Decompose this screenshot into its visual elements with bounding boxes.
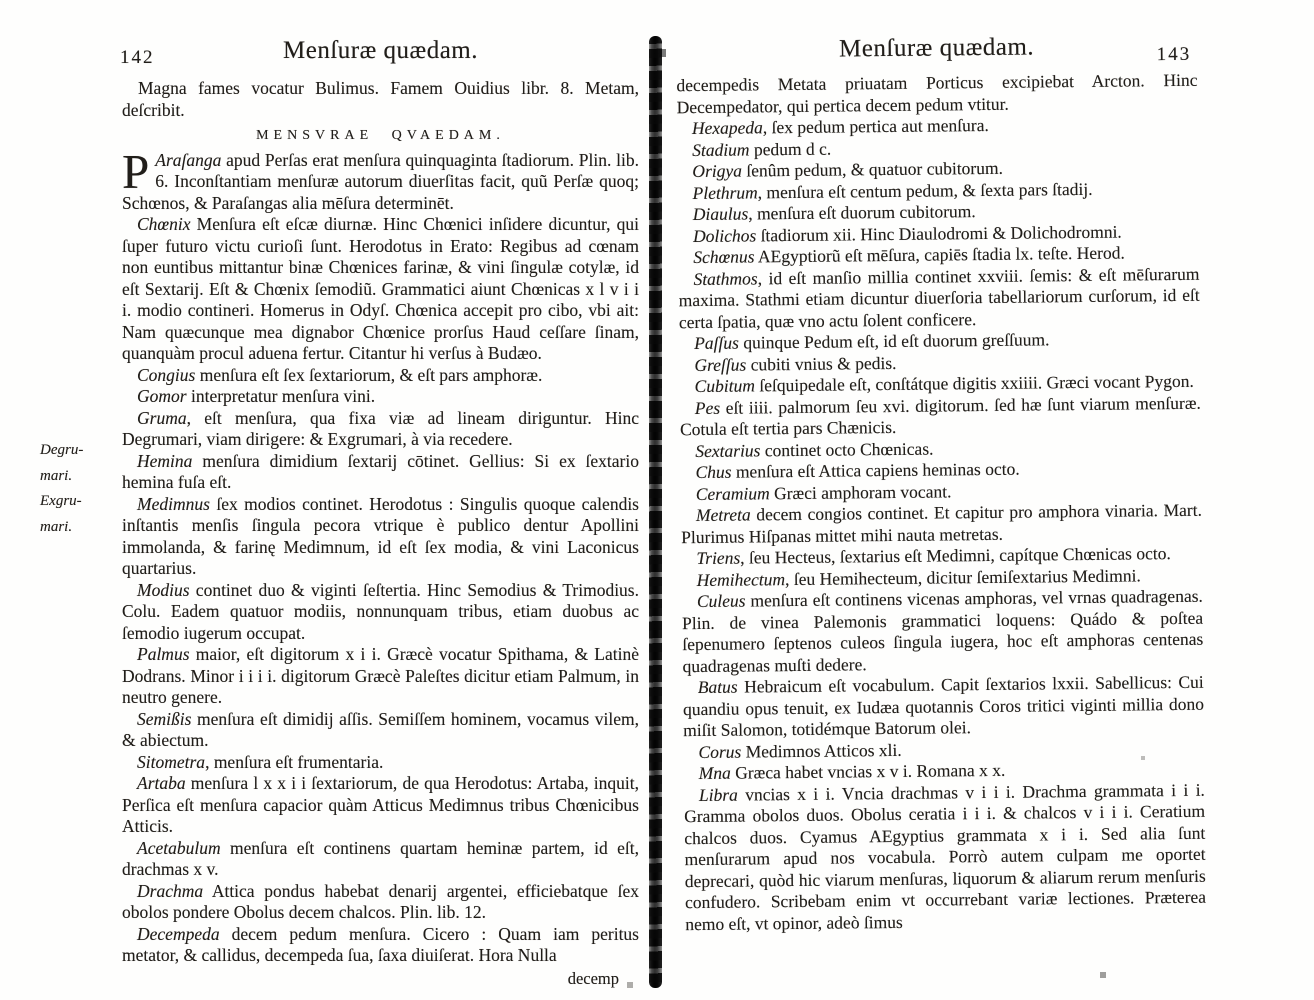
paragraph-keyword: Gruma [137,407,187,428]
paragraph-text: ſeſquipedale eſt, conſtátque digitis xxiiii. Græci vocant Pygon. [754,370,1194,396]
paragraph-text: menſura l x x i i ſextariorum, de qua Herodotus: Artaba, inquit, Perſica eſt menſura capacior quàm Atticus Medimnus tribus Chœnicibus Atticis. [122,773,639,836]
paragraph-keyword: Artaba [137,773,186,793]
paragraph-keyword: Paſſus [694,332,740,354]
paragraph-text: decem pedum menſura. Cicero : Quam iam peritus metator, & callidus, decempeda ſua, ſaxa diuiſerat. Hora Nulla [122,923,639,965]
paragraph-text: Medimnos Atticos xli. [741,739,902,762]
paragraph-sitometra [122,752,639,774]
intro-paragraph: Magna fames vocatur Bulimus. Famem Ouidius libr. 8. Metam, deſcribit. [122,78,639,120]
paragraph-congius [122,365,639,387]
paragraph-batus [683,672,1205,742]
paragraph-text: menſura eſt continens quartam heminæ partem, id eſt, drachmas x v. [122,837,639,879]
paragraph-text: menſura eſt ſex ſextariorum, & eſt pars amphoræ. [195,364,543,385]
paragraph-text: decem congios continet. Et capitur pro amphora vinaria. Mart. Plurimus Hiſpanas mittet mihi nauta metretas. [681,499,1203,547]
paragraph-gruma [122,408,639,451]
paragraph-keyword: Culeus [696,590,746,612]
paragraph-keyword: Dolichos [692,224,757,246]
paragraph-keyword: Drachma [137,880,204,901]
paragraph-keyword: Hexapeda [691,117,763,139]
paragraph-hemina [122,451,639,494]
paragraph-text: Græci amphoram vocant. [769,480,952,503]
catchword: decemp [567,968,619,988]
paragraph-text: maior, eſt digitorum x i i. Græcè vocatur Spithama, & Latinè Dodrans. Minor i i i i. digitorum Græcè Paleſtes dicitur etiam Palmum, in neutro genere. [122,644,639,707]
paragraph-text: , eſt menſura, qua fixa viæ ad lineam diriguntur. Hinc Degrumari, viam dirigere: & Exgrumari, à via recedere. [122,407,639,449]
paragraph-keyword: Congius [137,364,196,385]
paragraph-keyword: Medimnus [137,493,210,514]
running-title-left: Menſuræ quædam. [283,37,478,64]
paragraph-keyword: Gomor [137,386,187,406]
paragraph-keyword: Libra [698,784,738,805]
section-heading: MENSVRAE QVAEDAM. [256,128,505,143]
page-number-left: 142 [120,47,155,68]
paragraph-text: , ſeu Hecteus, ſextarius eſt Medimni, capítque Chœnicas octo. [740,543,1171,568]
paragraph-keyword: Sextarius [695,439,761,461]
paragraph-text: eſt iiii. palmorum ſeu xvi. digitorum. ſed hæ ſunt viarum menſuræ. Cotula eſt tertia pars Chænicis. [679,392,1201,440]
paragraph-text: menſura eſt Attica capiens heminas octo. [731,458,1020,482]
paragraph-text: menſura eſt continens vicenas amphoras, vel vrnas quadragenas. Plin. de vinea Palemonis grammatici loquens: Quádo & poſtea ſepenumero ſeptenos culeos ſingula iugera, hoc eſt amphoras centenas quadragenas muſti dedere. [681,585,1204,676]
paragraph-text: decempedis Metata priuatam Porticus excipiebat Arcton. Hinc Decempedator, qui pertica decem pedum vtitur. [676,69,1198,117]
paragraph-keyword: Hemina [137,450,193,471]
margin-notes [40,438,118,540]
paragraph-stathmos [678,263,1200,333]
paragraph-keyword: Diaulus [692,203,749,225]
paragraph-text: AEgyptiorũ eſt mēſura, capiēs ſtadia lx. teſte. Herod. [754,242,1125,267]
paragraph-text: continet duo & viginti ſeſtertia. Hinc Semodius & Trimodius. Colu. Eadem quatuor modiis, nonnunquam tribus, etiam duobus ac ſemodio iugerum occupat. [122,579,639,643]
paragraph-keyword: Greſſus [694,353,747,375]
paragraph-text: ſenûm pedum, & quatuor cubitorum. [741,157,1004,181]
paragraph-gomor [122,386,639,408]
paragraph-keyword: Plethrum [692,181,758,203]
paragraph-text: , menſura eſt centum pedum, & ſexta pars ſtadij. [757,178,1093,202]
paragraph-keyword: Palmus [137,644,190,664]
paragraph-text: menſura dimidium ſextarij cōtinet. Gellius: Si ex ſextario hemina fuſa eſt. [122,450,639,492]
paragraph-drachma [122,881,639,924]
paragraph-keyword: Cubitum [694,375,756,397]
paragraph-keyword: Semißis [137,708,192,729]
paragraph-text: , menſura eſt frumentaria. [205,751,384,772]
page-number-right: 143 [1156,43,1192,66]
paragraph-text: interpretatur menſura vini. [186,386,376,406]
drop-cap-letter: P [122,143,150,199]
paragraph-text: Hebraicum eſt vocabulum. Capit ſextarios lxxii. Sabellicus: Cui quandiu opus tenuit, ex Iudæa quotannis Coros tritici viginti millia dono miſit Salomon, totidémque Batorum olei. [682,671,1205,741]
paragraph-keyword: Corus [698,741,742,762]
paragraph-keyword: Ceramium [695,482,770,504]
paragraph-keyword: Stathmos [693,267,758,289]
paragraph-medimnus [122,494,639,580]
page-142 [40,37,639,989]
paragraph-decempeda [122,924,639,967]
paragraph-keyword: Origya [692,160,743,182]
right-paragraph-list [676,70,1206,935]
paragraph-text: apud Perſas erat menſura quinquaginta ſtadiorum. Plin. lib. 6. Inconſtantiam menſuræ autorum diuerſitas facit, quũ Perſæ quoq; Schœnos, & Paraſangas alia mēſura determinēt. [122,149,639,213]
paragraph-keyword: Metreta [695,504,751,526]
paragraph-keyword: Araſanga [155,149,222,170]
paragraph-text: pedum d c. [749,138,832,159]
margin-note: mari. [40,467,73,484]
paragraph-keyword: Decempeda [137,923,220,944]
paragraph-keyword: Stadium [692,138,750,160]
paragraph-text: , ſeu Hemihecteum, dicitur ſemiſextarius Medimni. [784,564,1141,589]
paragraph-text: , menſura eſt duorum cubitorum. [748,201,976,224]
paragraph-keyword: Acetabulum [137,837,221,858]
paragraph-text: Menſura eſt eſcæ diurnæ. Hinc Chœnici inſidere dicuntur, qui ſuper futuro victu curioſi ſunt. Herodotus in Erato: Regibus ad cœnam non euntibus mittantur binæ Chœnices farinæ, & vini ſingulæ cotylæ, id eſt Sextarij. Eſt & Chœnix ſemodiũ. Grammatici aiunt Chœnicas x l v i i i. modio contineri. Homerus in Odyſ. Chœnica accepit pro cibo, vbi ait: Nam quæcunque mea dignabor Chœnice prorſus Haud ceſſare ſinam, quanquàm procul aduena fertur. Citantur hi verſus à Budæo. [122,214,639,363]
paragraph-parasanga [122,143,639,215]
paragraph-acetabulum [122,838,639,881]
paragraph-keyword: Triens [696,547,741,569]
page-header-left [120,37,639,76]
paragraph-text: , ſex pedum pertica aut menſura. [762,114,989,138]
paragraph-text: menſura eſt dimidij aſſis. Semiſſem hominem, vocamus vilem, & abiectum. [122,708,639,750]
paragraph-artaba [122,773,639,838]
paragraph-continuation [676,70,1197,118]
margin-note: mari. [40,518,73,535]
paragraph-pes [680,392,1201,440]
paragraph-keyword: Hemihectum [696,568,786,590]
paragraph-libra [684,779,1207,935]
paragraph-chnix [122,214,639,365]
margin-note: Degru- [40,442,84,458]
paragraph-keyword: Batus [697,676,738,698]
left-paragraph-list [122,214,639,967]
paragraph-keyword: Chus [695,461,732,483]
paragraph-text: quinque Pedum eſt, id eſt duorum greſſuum. [738,329,1050,353]
paragraph-text: cubiti vnius & pedis. [746,352,897,374]
page-header-right [676,35,1197,73]
paragraph-text: ſtadiorum xii. Hinc Diaulodromi & Dolichodromni. [756,221,1122,245]
margin-note: Exgru- [40,493,82,509]
binding-gutter-shadow [649,36,662,988]
paragraph-keyword: Sitometra [137,751,206,772]
paragraph-text: ſex modios continet. Herodotus : Singulis quoque calendis inſtantis menſis ſingula pecora vtrique è publico dentur Apollini immolanda, & farinę Medimnum, id eſt ſex modia, & vini Laconicus quartarius. [122,493,639,578]
paragraph-keyword: Pes [694,397,721,418]
paragraph-palmus [122,644,639,709]
paragraph-text: , id eſt manſio millia continet xxviii. ſemis: & eſt mēſurarum maxima. Stathmi etiam dicuntur diuerſoria tabellariorum curſorum, id eſt certa ſpatia, quæ vno actu ſolent conficere. [678,263,1200,332]
paragraph-keyword: Modius [137,579,190,600]
paragraph-metreta [681,500,1202,548]
paragraph-text: continet octo Chœnicas. [760,438,934,460]
paragraph-semiis [122,709,639,752]
paragraph-culeus [682,586,1204,677]
paragraph-text: Græca habet vncias x v i. Romana x x. [730,759,1006,783]
page-143 [676,35,1206,935]
paragraph-text: vncias x i i. Vncia drachmas v i i i. Drachma grammata i i i. Gramma obolos duos. Obolus ceratia i i i. & chalcos v i i i. Ceratium chalcos duos. Cyamus AEgyptius grammata x i i. Sed alia ſunt menſurarum apud nos vocabula. Porrò autem culpam me oportet deprecari, quòd hic viarum menſuras, liquorum & aliarum rerum menſuris confudero. Scribebam enim vt occurrebant variæ lectiones. Præterea nemo eſt, vt opinor, adeò ſimus [684,779,1207,934]
paragraph-keyword: Schœnus [693,246,755,268]
paragraph-text: Attica pondus habebat denarij argentei, efficiebatque ſex obolos pondere Obolus decem chalcos. Plin. lib. 12. [122,880,639,922]
paragraph-modius [122,580,639,645]
paragraph-keyword: Chœnix [137,214,191,234]
paragraph-keyword: Mna [698,762,731,784]
running-title-right: Menſuræ quædam. [838,33,1035,63]
scan-noise [0,0,2,2]
